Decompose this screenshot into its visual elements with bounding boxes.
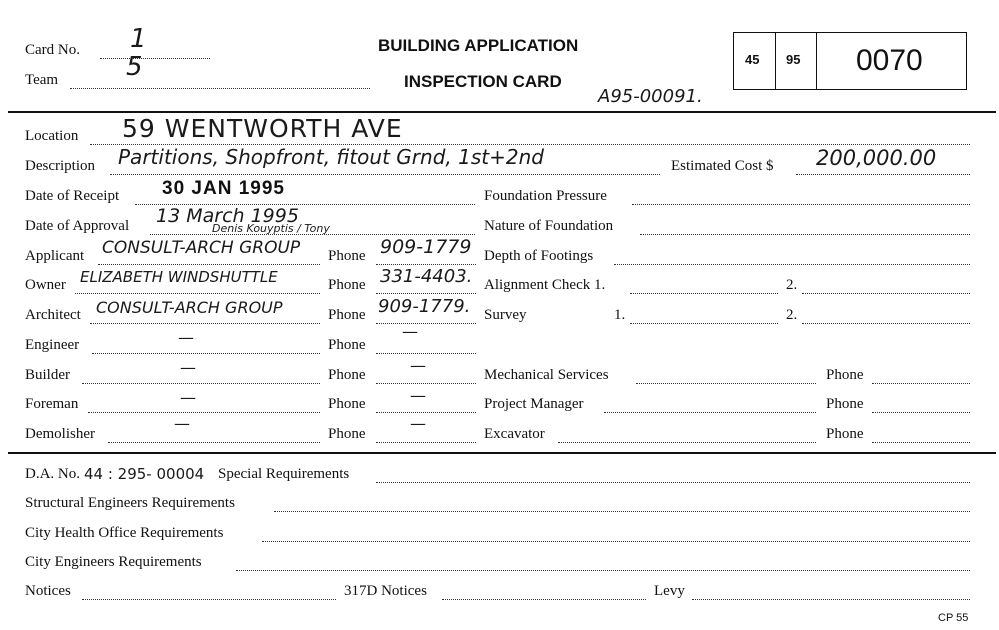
city-eng-label: City Engineers Requirements	[25, 554, 202, 570]
date-receipt-value: 30 JAN 1995	[162, 178, 285, 199]
excavator-label: Excavator	[484, 426, 545, 442]
engineer-value: —	[178, 328, 194, 347]
applicant-label: Applicant	[25, 248, 85, 264]
owner-line	[75, 293, 320, 294]
builder-phone-line	[376, 383, 476, 384]
survey-2-label: 2.	[786, 307, 798, 323]
date-receipt-label: Date of Receipt	[25, 188, 120, 204]
survey-1-label: 1.	[614, 307, 626, 323]
architect-label: Architect	[25, 307, 81, 323]
architect-phone-value: 909-1779.	[378, 296, 471, 317]
team-line	[70, 88, 370, 89]
applicant-phone-value: 909-1779	[380, 236, 472, 258]
depth-footings-label: Depth of Footings	[484, 248, 594, 264]
team-value: 5	[126, 52, 143, 82]
box-number: 0070	[856, 44, 923, 77]
applicant-note: Denis Kouyptis / Tony	[212, 222, 330, 235]
pm-label: Project Manager	[484, 396, 584, 412]
builder-label: Builder	[25, 367, 70, 383]
alignment-2-label: 2.	[786, 277, 798, 293]
builder-line	[82, 383, 320, 384]
divider-top	[8, 111, 996, 113]
architect-line	[90, 323, 320, 324]
engineer-phone-line	[376, 353, 476, 354]
alignment-label: Alignment Check 1.	[484, 277, 606, 293]
foreman-phone-line	[376, 412, 476, 413]
notices-317d-line	[442, 599, 646, 600]
demolisher-line	[108, 442, 320, 443]
card-no-label: Card No.	[25, 42, 80, 58]
box-divider-2	[816, 33, 817, 89]
applicant-value: CONSULT-ARCH GROUP	[102, 238, 301, 258]
da-value: 44 : 295- 00004	[84, 465, 205, 483]
survey-label: Survey	[484, 307, 527, 323]
structural-line	[274, 511, 970, 512]
applicant-phone-label: Phone	[328, 248, 366, 264]
demolisher-phone-label: Phone	[328, 426, 366, 442]
title-line2: INSPECTION CARD	[404, 72, 562, 91]
builder-phone-label: Phone	[328, 367, 366, 383]
depth-footings-line	[614, 264, 970, 265]
builder-value: —	[180, 358, 196, 377]
mech-phone-line	[872, 383, 970, 384]
excavator-line	[558, 442, 816, 443]
mech-label: Mechanical Services	[484, 367, 609, 383]
pm-phone-line	[872, 412, 970, 413]
description-line	[110, 174, 660, 175]
date-approval-value: 13 March 1995	[156, 205, 299, 227]
estimated-cost-label: Estimated Cost $	[671, 158, 774, 174]
pm-phone-label: Phone	[826, 396, 864, 412]
card-no-value: 1	[130, 24, 147, 54]
levy-line	[692, 599, 970, 600]
engineer-phone-label: Phone	[328, 337, 366, 353]
nature-foundation-line	[640, 234, 970, 235]
date-approval-label: Date of Approval	[25, 218, 130, 234]
box-cell-1: 45	[745, 52, 760, 67]
notices-line	[82, 599, 336, 600]
foreman-line	[88, 412, 320, 413]
architect-phone-line	[376, 323, 476, 324]
demolisher-label: Demolisher	[25, 426, 95, 442]
estimated-cost-line	[796, 174, 970, 175]
foundation-pressure-label: Foundation Pressure	[484, 188, 607, 204]
survey-line-2	[802, 323, 970, 324]
handwritten-ref: A95-00091.	[598, 86, 703, 107]
applicant-line	[98, 264, 320, 265]
description-label: Description	[25, 158, 95, 174]
applicant-phone-line	[376, 264, 476, 265]
special-line	[376, 482, 970, 483]
special-label: Special Requirements	[218, 466, 350, 482]
foreman-phone-value: —	[410, 386, 426, 405]
health-label: City Health Office Requirements	[25, 525, 224, 541]
team-label: Team	[25, 72, 59, 88]
foreman-phone-label: Phone	[328, 396, 366, 412]
divider-middle	[8, 452, 996, 454]
engineer-line	[92, 353, 320, 354]
location-label: Location	[25, 128, 79, 144]
demolisher-phone-value: —	[410, 414, 426, 433]
pm-line	[604, 412, 816, 413]
demolisher-value: —	[174, 414, 190, 433]
survey-line-1	[630, 323, 778, 324]
health-line	[262, 541, 970, 542]
mech-phone-label: Phone	[826, 367, 864, 383]
description-value: Partitions, Shopfront, fitout Grnd, 1st+2nd	[118, 145, 544, 169]
card-number-box	[733, 32, 967, 90]
owner-phone-line	[376, 293, 476, 294]
estimated-cost-value: 200,000.00	[816, 146, 937, 170]
structural-label: Structural Engineers Requirements	[25, 495, 235, 511]
city-eng-line	[236, 570, 970, 571]
excavator-phone-label: Phone	[826, 426, 864, 442]
title-line1: BUILDING APPLICATION	[378, 36, 579, 55]
mech-line	[636, 383, 816, 384]
nature-foundation-label: Nature of Foundation	[484, 218, 614, 234]
box-cell-2: 95	[786, 52, 801, 67]
location-value: 59 WENTWORTH AVE	[122, 114, 403, 143]
engineer-phone-value: —	[402, 322, 418, 341]
alignment-line-1	[630, 293, 778, 294]
card-no-line	[100, 58, 210, 59]
foreman-label: Foreman	[25, 396, 79, 412]
owner-value: ELIZABETH WINDSHUTTLE	[80, 268, 278, 286]
foundation-pressure-line	[632, 204, 970, 205]
form-code: CP 55	[938, 612, 969, 624]
box-divider-1	[775, 33, 776, 89]
excavator-phone-line	[872, 442, 970, 443]
owner-phone-label: Phone	[328, 277, 366, 293]
alignment-line-2	[802, 293, 970, 294]
owner-phone-value: 331-4403.	[380, 266, 473, 287]
owner-label: Owner	[25, 277, 66, 293]
engineer-label: Engineer	[25, 337, 80, 353]
architect-phone-label: Phone	[328, 307, 366, 323]
builder-phone-value: —	[410, 356, 426, 375]
da-label: D.A. No.	[25, 466, 80, 482]
levy-label: Levy	[654, 583, 685, 599]
notices-label: Notices	[25, 583, 71, 599]
demolisher-phone-line	[376, 442, 476, 443]
notices-317d-label: 317D Notices	[344, 583, 427, 599]
foreman-value: —	[180, 388, 196, 407]
architect-value: CONSULT-ARCH GROUP	[96, 298, 283, 317]
